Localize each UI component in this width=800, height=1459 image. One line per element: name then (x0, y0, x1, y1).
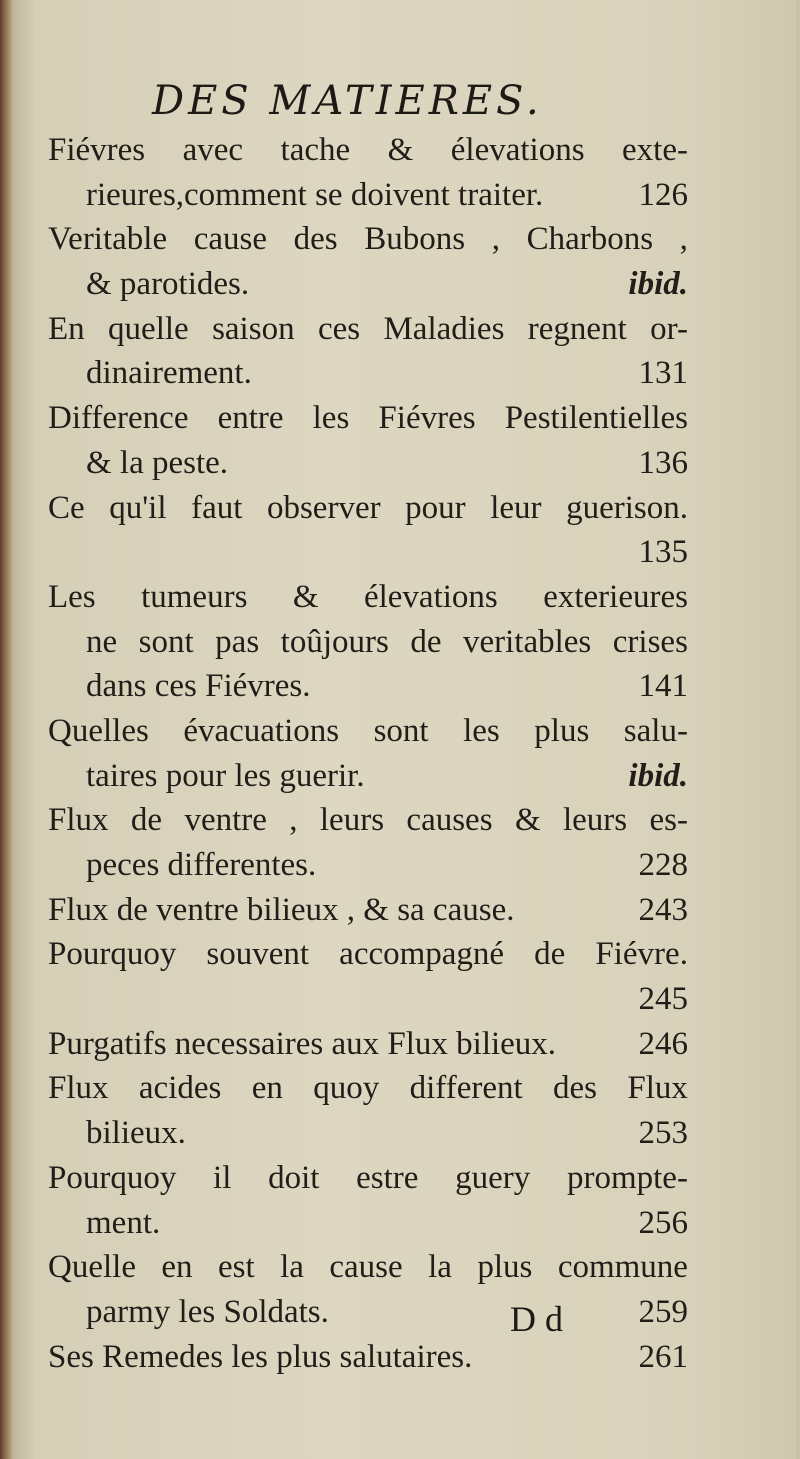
entry-word: Difference (48, 400, 189, 437)
entry-text: taires pour les guerir. (86, 757, 365, 794)
entry-word: Ce (48, 489, 85, 526)
entry-word: or- (650, 310, 688, 347)
index-entries (48, 128, 688, 1379)
entry-word: Flux (627, 1070, 688, 1107)
entry-word: veritables (463, 623, 592, 660)
page-reference: 259 (638, 1293, 688, 1330)
book-page (12, 0, 796, 1459)
entry-text: Ses Remedes les plus salutaires. (48, 1338, 473, 1375)
entry-word: cause (329, 1249, 403, 1286)
index-line (48, 1245, 688, 1290)
entry-word: élevations (363, 578, 498, 615)
entry-word: acides (138, 1070, 222, 1107)
entry-word: , (289, 802, 298, 839)
entry-word: saison (212, 310, 295, 347)
entry-word: ventre (184, 802, 267, 839)
index-line (48, 1156, 688, 1201)
entry-word: & (292, 578, 319, 615)
entry-word: Bubons (364, 221, 466, 258)
entry-word: Fiévres (378, 400, 476, 437)
index-line (48, 932, 688, 977)
entry-word: Quelle (48, 1249, 136, 1286)
entry-word: en (251, 1070, 283, 1107)
entry-word: les (463, 712, 500, 749)
entry-word: En (48, 310, 85, 347)
page-reference: ibid. (628, 266, 688, 303)
entry-word: leurs (562, 802, 628, 839)
index-line (48, 664, 688, 709)
entry-text: dans ces Fiévres. (86, 668, 311, 705)
index-line (48, 754, 688, 799)
entry-word: prompte- (566, 1159, 688, 1196)
entry-word: quoy (313, 1070, 380, 1107)
index-line (48, 798, 688, 843)
entry-word: exte- (622, 132, 688, 168)
page-reference: 135 (638, 534, 688, 571)
entry-word: Fiévre. (595, 936, 688, 973)
entry-word: & (514, 802, 541, 839)
page-reference: 246 (638, 1025, 688, 1062)
entry-word: est (218, 1249, 255, 1286)
index-line (48, 217, 688, 262)
entry-word: observer (266, 489, 381, 526)
entry-word: la (280, 1249, 304, 1286)
entry-word: Veritable (48, 221, 168, 258)
page-reference: 141 (638, 668, 688, 705)
entry-word: Pestilentielles (504, 400, 688, 437)
entry-text: Flux de ventre bilieux , & sa cause. (48, 891, 515, 928)
entry-word: estre (356, 1159, 419, 1196)
entry-text: bilieux. (86, 1115, 186, 1152)
entry-word: salu- (623, 712, 688, 749)
page-reference: 256 (638, 1204, 688, 1241)
entry-word: Flux (48, 1070, 109, 1107)
index-line (48, 486, 688, 531)
entry-text: ment. (86, 1204, 161, 1241)
index-line (48, 843, 688, 888)
index-line (48, 1201, 688, 1246)
index-line (48, 396, 688, 441)
page-reference: 126 (638, 176, 688, 213)
entry-text: Purgatifs necessaires aux Flux bilieux. (48, 1025, 557, 1062)
entry-word: leur (490, 489, 542, 526)
entry-word: commune (557, 1249, 688, 1286)
entry-word: ne (86, 623, 118, 660)
entry-word: doit (268, 1159, 320, 1196)
entry-word: guery (455, 1159, 531, 1196)
index-line (48, 888, 688, 933)
entry-text: parmy les Soldats. (86, 1293, 329, 1330)
index-line (48, 530, 688, 575)
page-reference: ibid. (628, 757, 688, 794)
entry-word: tumeurs (141, 578, 248, 615)
entry-word: de (130, 802, 163, 839)
page-reference: 136 (638, 444, 688, 481)
index-line (48, 351, 688, 396)
entry-word: de (410, 623, 442, 660)
entry-text: & la peste. (86, 444, 229, 481)
index-line (48, 977, 688, 1022)
entry-word: quelle (108, 310, 189, 347)
index-line (48, 1290, 688, 1335)
entry-word: cause (193, 221, 268, 258)
entry-word: sont (138, 623, 194, 660)
entry-word: entre (217, 400, 284, 437)
entry-word: des (553, 1070, 598, 1107)
entry-word: causes (406, 802, 493, 839)
entry-word: different (409, 1070, 523, 1107)
entry-text: & parotides. (86, 266, 250, 303)
entry-word: élevations (450, 132, 585, 168)
entry-word: pour (405, 489, 466, 526)
entry-word: sont (373, 712, 429, 749)
entry-word: il (213, 1159, 232, 1196)
entry-word: avec (182, 132, 244, 168)
entry-text: dinairement. (86, 355, 252, 392)
entry-word: es- (649, 802, 688, 839)
entry-text: rieures,comment se doivent traiter. (86, 176, 544, 213)
index-line (48, 1022, 688, 1067)
entry-word: exterieures (543, 578, 688, 615)
entry-word: Quelles (48, 712, 149, 749)
entry-word: guerison. (566, 489, 688, 526)
entry-word: , (679, 221, 688, 258)
index-line (48, 1111, 688, 1156)
entry-word: de (534, 936, 566, 973)
entry-word: ces (317, 310, 361, 347)
index-line (48, 128, 688, 173)
entry-word: Fiévres (48, 132, 146, 168)
index-line (48, 1066, 688, 1111)
entry-word: plus (534, 712, 590, 749)
entry-word: les (312, 400, 350, 437)
index-line (48, 575, 688, 620)
entry-word: qu'il (109, 489, 167, 526)
entry-word: Pourquoy (48, 936, 177, 973)
entry-word: & (387, 132, 414, 168)
index-line (48, 307, 688, 352)
entry-text: peces differentes. (86, 847, 317, 883)
index-line (48, 709, 688, 754)
index-line (48, 262, 688, 307)
entry-word: accompagné (339, 936, 505, 973)
entry-word: crises (612, 623, 688, 660)
page-reference: 245 (638, 981, 688, 1018)
binding-edge (0, 0, 12, 1459)
index-line (48, 441, 688, 486)
running-header: DES MATIERES. (152, 78, 543, 124)
entry-word: en (161, 1249, 193, 1286)
page-reference: 253 (638, 1115, 688, 1152)
page-reference: 131 (638, 355, 688, 392)
entry-word: Les (48, 578, 96, 615)
entry-word: Charbons (526, 221, 654, 258)
entry-word: évacuations (183, 712, 340, 749)
entry-word: tache (280, 132, 351, 168)
entry-word: toûjours (280, 623, 389, 660)
index-line (48, 1335, 688, 1380)
entry-word: Flux (48, 802, 109, 839)
entry-word: , (491, 221, 500, 258)
page-reference: 228 (638, 847, 688, 883)
entry-word: Maladies (383, 310, 505, 347)
entry-word: regnent (527, 310, 627, 347)
index-line (48, 620, 688, 665)
page-reference: 243 (638, 891, 688, 928)
entry-word: leurs (319, 802, 385, 839)
signature-mark: D d (510, 1299, 563, 1339)
entry-word: Pourquoy (48, 1159, 177, 1196)
entry-word: pas (215, 623, 260, 660)
index-line (48, 173, 688, 218)
entry-word: faut (191, 489, 243, 526)
page-reference: 261 (638, 1338, 688, 1375)
entry-word: souvent (206, 936, 310, 973)
entry-word: la (428, 1249, 452, 1286)
entry-word: des (293, 221, 338, 258)
entry-word: plus (477, 1249, 533, 1286)
